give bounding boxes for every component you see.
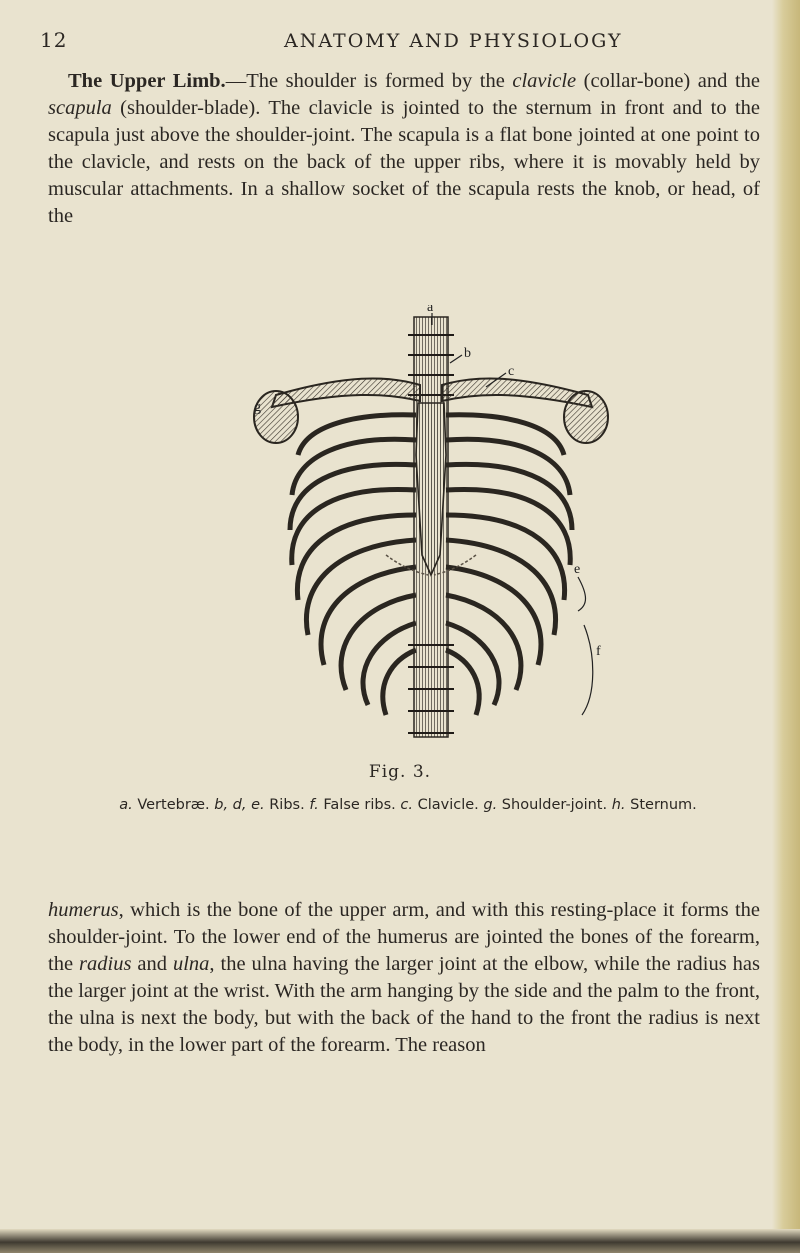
page-number: 12 — [40, 28, 68, 52]
running-head: ANATOMY AND PHYSIOLOGY — [284, 30, 623, 52]
caption-key-bde: b, d, e. — [214, 797, 265, 813]
text-run: , which is the bone of the upper arm, and with this resting-place it forms the shoulder-joint. To the lower end of the humerus are jointed the bones of the forearm, the — [48, 899, 760, 975]
term-ulna: ulna — [172, 953, 210, 975]
text-run: (collar-bone) and the — [576, 70, 760, 92]
figure-thorax-illustration — [236, 305, 626, 755]
page-bottom-edge — [0, 1229, 800, 1253]
text-run: , the ulna having the larger joint at the elbow, while the radius has the larger joint at the wrist. With the arm hanging by the side and the palm to the front, the ulna is next the body, but with the back of the hand to the front the radius is next the body, in the lower part of the forearm. The reason — [48, 953, 760, 1056]
text-run: (shoulder-blade). The clavicle is jointed to the sternum in front and to the scapula just above the shoulder-joint. The scapula is a flat bone jointed at one point to the clavicle, and rests on the back of the upper ribs, where it is movably held by muscular attachments. In a shallow socket of the scapula rests the knob, or head, of the — [48, 97, 760, 227]
label-e: e — [574, 562, 581, 577]
caption-text: Vertebræ. — [132, 797, 215, 813]
caption-key-f: f. — [309, 797, 319, 813]
text-run: —The shoulder is formed by the — [225, 70, 513, 92]
ribs-left — [290, 415, 416, 715]
label-g: g — [254, 400, 261, 415]
term-humerus: humerus — [48, 899, 119, 921]
paragraph-humerus — [48, 897, 760, 1059]
ribs-right — [446, 415, 572, 715]
caption-text: Ribs. — [264, 797, 310, 813]
caption-key-h: h. — [611, 797, 626, 813]
section-lead: The Upper Limb. — [68, 70, 226, 92]
paragraph-upper-limb — [48, 68, 760, 230]
term-radius: radius — [79, 953, 132, 975]
caption-key-g: g. — [483, 797, 498, 813]
label-b: b — [464, 346, 471, 361]
label-c: c — [508, 364, 515, 379]
caption-text: Sternum. — [625, 797, 697, 813]
text-run: and — [131, 953, 173, 975]
label-a: a — [427, 305, 434, 315]
caption-text: Clavicle. — [412, 797, 484, 813]
figure-caption — [118, 794, 698, 816]
page-edge-shadow — [772, 0, 800, 1253]
label-f: f — [596, 644, 601, 659]
caption-key-c: c. — [400, 797, 413, 813]
figure-title: Fig. 3. — [368, 762, 432, 782]
caption-text: False ribs. — [318, 797, 401, 813]
caption-key-a: a. — [119, 797, 133, 813]
term-scapula: scapula — [48, 97, 112, 119]
caption-text: Shoulder-joint. — [497, 797, 612, 813]
term-clavicle: clavicle — [512, 70, 577, 92]
